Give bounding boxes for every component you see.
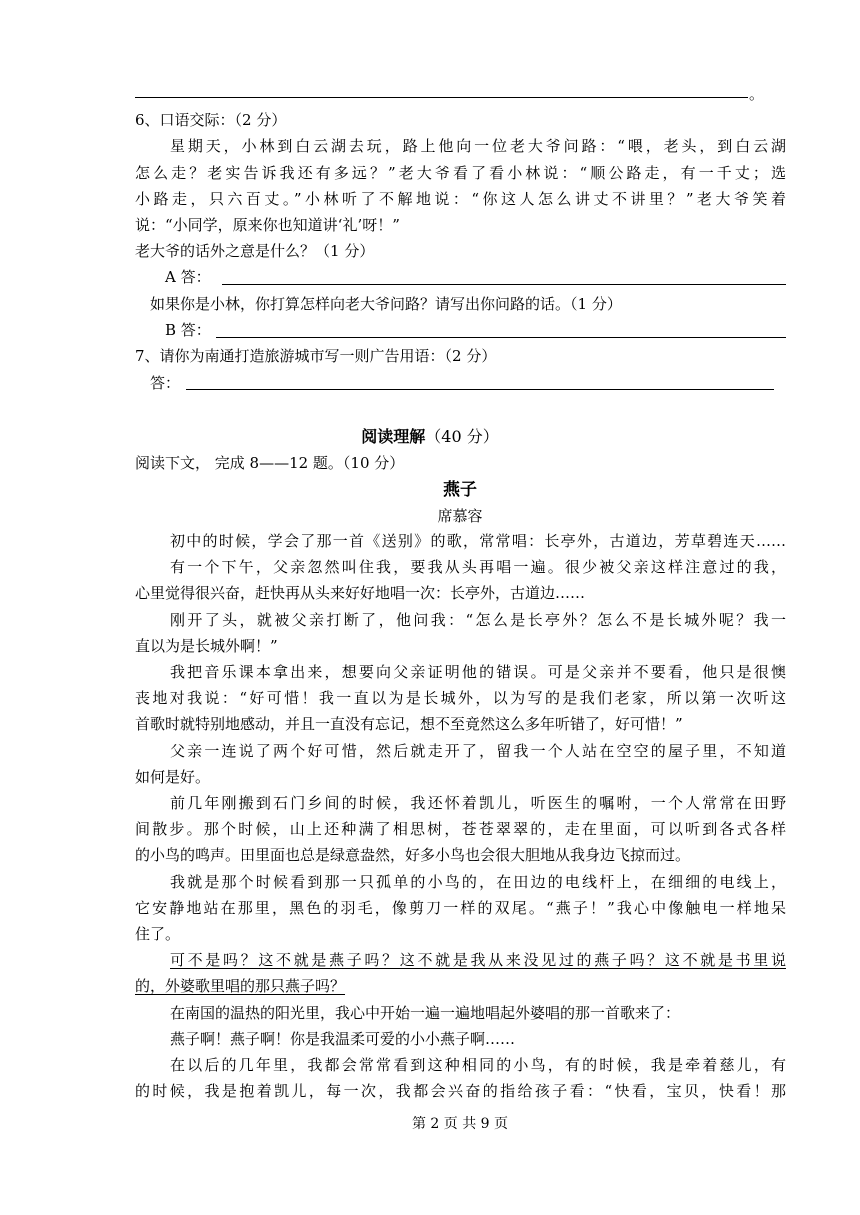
page-number-footer: 第 2 页 共 9 页 xyxy=(411,1116,509,1132)
section-title-row xyxy=(0,425,860,449)
p11-line-2: 的时候，我是抱着凯儿，每一次，我都会兴奋的指给孩子看：“快看，宝贝，快看！那 xyxy=(135,1082,786,1100)
q6-answer-b-label: B 答： xyxy=(165,321,211,339)
q5-answer-line[interactable] xyxy=(135,97,748,98)
p4-line-2: 丧地对我说：“好可惜！我一直以为是长城外，以为写的是我们老家，所以第一次听这 xyxy=(135,689,786,707)
p5-line-2: 如何是好。 xyxy=(135,768,211,786)
p6-line-2: 间散步。那个时候，山上还种满了相思树，苍苍翠翠的，走在里面，可以听到各式各样 xyxy=(135,820,786,838)
q6-story-line-4: 说：“小同学，原来你也知道讲‘礼’呀！” xyxy=(135,216,400,234)
p7-line-2: 它安静地站在那里，黑色的羽毛，像剪刀一样的双尾。“燕子！”我心中像触电一样地呆 xyxy=(135,899,786,917)
q6-story-line-1: 星期天，小林到白云湖去玩，路上他向一位老大爷问路：“喂，老头，到白云湖 xyxy=(170,137,786,155)
p6-line-3: 的小鸟的鸣声。田里面也总是绿意盎然，好多小鸟也会很大胆地从我身边飞掠而过。 xyxy=(135,846,691,864)
section-title: 阅读理解 xyxy=(361,427,426,446)
section-score: （40 分） xyxy=(425,427,499,446)
p2-line-1: 有一个下午，父亲忽然叫住我，要我从头再唱一遍。很少被父亲这样注意过的我， xyxy=(170,558,786,576)
q7-heading: 7、请你为南通打造旅游城市写一则广告用语：（2 分） xyxy=(135,347,497,365)
p6-line-1: 前几年刚搬到石门乡间的时候，我还怀着凯儿，听医生的嘱咐，一个人常常在田野 xyxy=(170,794,786,812)
p3-line-2: 直以为是长城外啊！” xyxy=(135,637,278,655)
p8-line-1-underlined: 可不是吗？这不就是燕子吗？这不就是我从来没见过的燕子吗？这不就是书里说 xyxy=(170,951,786,969)
p11-line-1: 在以后的几年里，我都会常常看到这种相同的小鸟，有的时候，我是牵着慈儿，有 xyxy=(170,1056,786,1074)
p4-line-3: 首歌时就特别地感动，并且一直没有忘记，想不至竟然这么多年听错了，好可惜！” xyxy=(135,715,683,733)
p5-line-1: 父亲一连说了两个好可惜，然后就走开了，留我一个人站在空空的屋子里，不知道 xyxy=(170,742,786,760)
p1-line-1: 初中的时候，学会了那一首《送别》的歌，常常唱：长亭外，古道边，芳草碧连天…… xyxy=(170,532,786,550)
p3-line-1: 刚开了头，就被父亲打断了，他问我：“怎么是长亭外？怎么不是长城外呢？我一 xyxy=(170,611,786,629)
q6-question-b: 如果你是小林，你打算怎样向老大爷问路？请写出你问路的话。（1 分） xyxy=(150,295,622,313)
p4-line-1: 我把音乐课本拿出来，想要向父亲证明他的错误。可是父亲并不要看，他只是很懊 xyxy=(170,663,786,681)
q6-answer-b-line[interactable] xyxy=(216,337,786,338)
section-instruction: 阅读下文， 完成 8——12 题。（10 分） xyxy=(135,454,405,472)
q6-story-line-3: 小路走，只六百丈。”小林听了不解地说：“你这人怎么讲丈不讲里？”老大爷笑着 xyxy=(135,190,786,208)
article-title: 燕子 xyxy=(443,480,477,500)
p9-line-1: 在南国的温热的阳光里，我心中开始一遍一遍地唱起外婆唱的那一首歌来了： xyxy=(170,1004,681,1022)
p8-line-2-underlined: 的，外婆歌里唱的那只燕子吗？ xyxy=(135,977,346,995)
q6-story-line-2: 怎么走？老实告诉我还有多远？”老大爷看了看小林说：“顺公路走，有一千丈；选 xyxy=(135,164,786,182)
p10-line-1: 燕子啊！燕子啊！你是我温柔可爱的小小燕子啊…… xyxy=(170,1030,516,1048)
q7-answer-line[interactable] xyxy=(186,389,774,390)
p7-line-1: 我就是那个时候看到那一只孤单的小鸟的，在田边的电线杆上，在细细的电线上， xyxy=(170,873,786,891)
p7-line-3: 住了。 xyxy=(135,925,181,943)
p2-line-2: 心里觉得很兴奋，赶快再从头来好好地唱一次：长亭外，古道边…… xyxy=(135,584,586,602)
q6-answer-a-label: A 答： xyxy=(165,268,211,286)
q6-heading: 6、口语交际：（2 分） xyxy=(135,111,287,129)
q6-answer-a-line[interactable] xyxy=(222,284,786,285)
q6-question-a: 老大爷的话外之意是什么？（1 分） xyxy=(135,242,375,260)
q7-answer-label: 答： xyxy=(150,374,181,392)
q5-end-mark: 。 xyxy=(749,85,765,103)
article-author: 席慕容 xyxy=(437,507,483,525)
